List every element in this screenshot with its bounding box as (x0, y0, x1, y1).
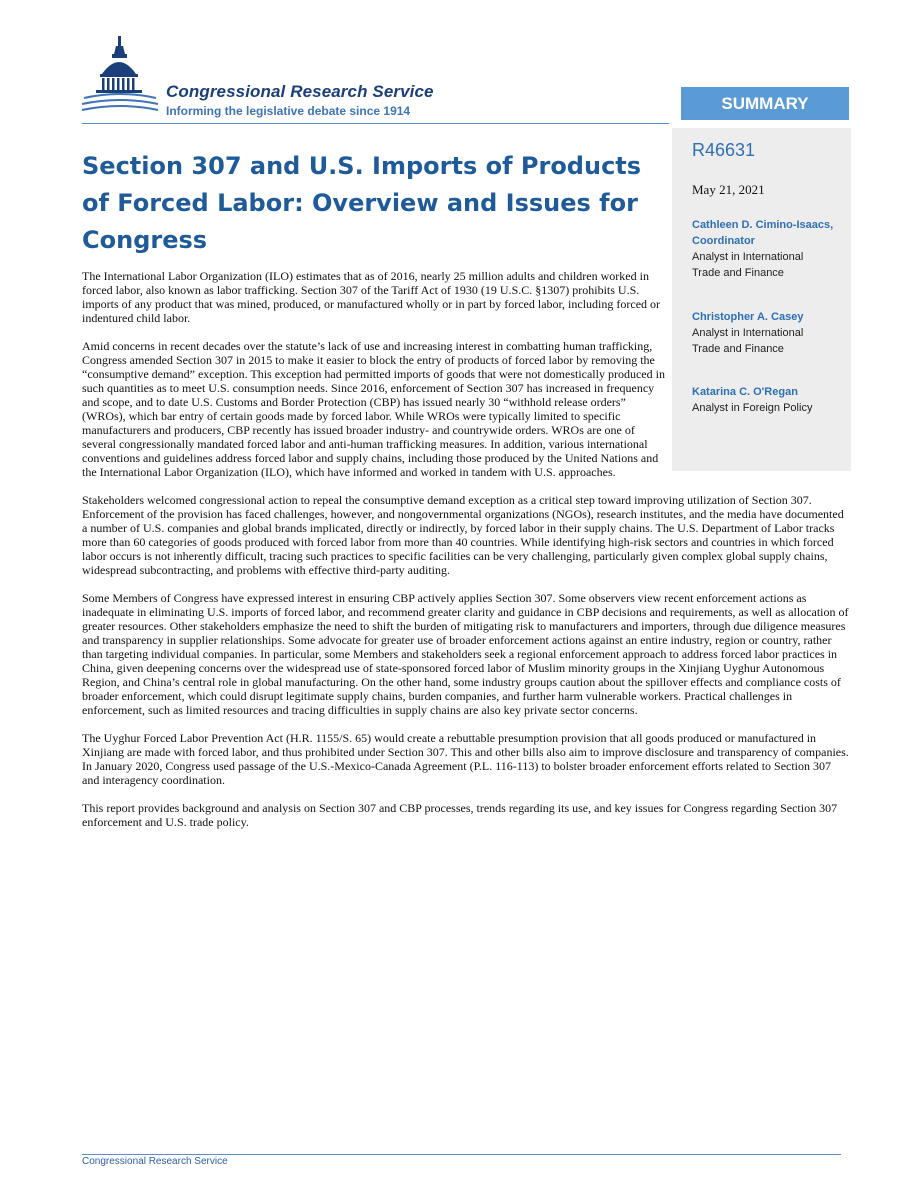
summary-heading: SUMMARY (681, 87, 849, 120)
author-role: Analyst in International (692, 251, 804, 263)
report-date: May 21, 2021 (692, 182, 765, 197)
author-role: Analyst in Foreign Policy (692, 402, 813, 414)
capitol-dome-icon (80, 32, 160, 122)
summary-paragraph: The Uyghur Forced Labor Prevention Act (H.R. 1155/S. 65) would create a rebuttable presumption provision that all goods produced or manufactured in Xinjiang are made with forced labor, and thus prohibited under Section 307. This and other bills also aim to improve disclosure and transparency of companies. In January 2020, Congress used passage of the U.S.-Mexico-Canada Agreement (P.L. 116-113) to bolster broader enforcement efforts related to Section 307 and interagency coordination. (82, 731, 849, 787)
report-number: R46631 (692, 140, 756, 160)
summary-paragraph: The International Labor Organization (ILO) estimates that as of 2016, nearly 25 million adults and children worked in forced labor, also known as labor trafficking. Section 307 of the Tariff Act of 1930 (19 U.S.C. §1307) prohibits U.S. imports of any product that was mined, produced, or manufactured wholly or in part by forced labor, including forced or indentured child labor. (82, 269, 661, 325)
tagline: Informing the legislative debate since 1914 (166, 104, 411, 118)
summary-paragraph: Stakeholders welcomed congressional action to repeal the consumptive demand exception as a critical step toward improving utilization of Section 307. Enforcement of the provision has faced challenges, however, and nongovernmental organizations (NGOs), research institutes, and the media have documented a number of U.S. companies and global brands implicated, directly or indirectly, by forced labor in their supply chains. The U.S. Department of Labor tracks more than 60 categories of goods produced with forced labor from more than 40 countries. While identifying high-risk sectors and countries in which forced labor occurs is not inherently difficult, tracing such practices to specific facilities can be very challenging, particularly given complex global supply chains, widespread subcontracting, and problems with effective third-party auditing. (82, 493, 844, 577)
footer-text: Congressional Research Service (82, 1156, 228, 1167)
footer-divider (82, 1154, 841, 1155)
author-role: Trade and Finance (692, 267, 784, 279)
header-divider (82, 123, 669, 124)
author-name: Christopher A. Casey (692, 311, 804, 323)
org-name: Congressional Research Service (166, 82, 434, 101)
crs-logo (80, 32, 480, 122)
author-role: Analyst in International (692, 327, 804, 339)
author-role: Trade and Finance (692, 343, 784, 355)
author-role: Coordinator (692, 235, 755, 247)
report-title: Section 307 and U.S. Imports of Products of Forced Labor: Overview and Issues for Congress (82, 152, 642, 254)
summary-paragraph: Some Members of Congress have expressed interest in ensuring CBP actively applies Section 307. Some observers view recent enforcement actions as inadequate in eliminating U.S. imports of forced labor, and recommend greater clarity and guidance in CBP decisions and requirements, as well as allocation of greater resources. Other stakeholders emphasize the need to shift the burden of mitigating risk to manufacturers and importers, through due diligence measures and transparency in supplier relationships. Some advocate for greater use of broader enforcement actions against an entire industry, region or country, rather than targeting individual companies. In particular, some Members and stakeholders seek a regional enforcement approach to address forced labor practices in China, given deepening concerns over the widespread use of state-sponsored forced labor of Muslim minority groups in the Xinjiang Uyghur Autonomous Region, and China’s central role in global manufacturing. On the other hand, some industry groups caution about the spillover effects and compliance costs of broader enforcement, which could disrupt legitimate supply chains, burden companies, and further harm vulnerable workers. Practical challenges in enforcement, such as limited resources and tracing difficulties in supply chains are also key private sector concerns. (82, 591, 849, 717)
author-name: Cathleen D. Cimino-Isaacs, (692, 219, 834, 231)
summary-paragraph: Amid concerns in recent decades over the statute’s lack of use and increasing interest in combatting human trafficking, Congress amended Section 307 in 2015 to make it easier to block the entry of products of forced labor by removing the “consumptive demand” exception. This exception had permitted imports of goods that were not domestically produced in such quantities as to meet U.S. consumption needs. Since 2016, enforcement of Section 307 has increased in frequency and scope, and to date U.S. Customs and Border Protection (CBP) has issued nearly 30 “withhold release orders” (WROs), which bar entry of certain goods made by forced labor. While WROs were typically limited to specific manufacturers and producers, CBP recently has issued broader industry- and countrywide orders. WROs are one of several congressionally mandated forced labor and anti-human trafficking measures. In addition, various international conventions and guidelines address forced labor and supply chains, including those produced by the United Nations and the International Labor Organization (ILO), which have informed and worked in tandem with U.S. approaches. (82, 339, 665, 479)
sidebar-spacer (668, 148, 850, 466)
author-name: Katarina C. O'Regan (692, 386, 798, 398)
report-body (82, 148, 850, 843)
summary-paragraph: This report provides background and analysis on Section 307 and CBP processes, trends regarding its use, and key issues for Congress regarding Section 307 enforcement and U.S. trade policy. (82, 801, 838, 829)
